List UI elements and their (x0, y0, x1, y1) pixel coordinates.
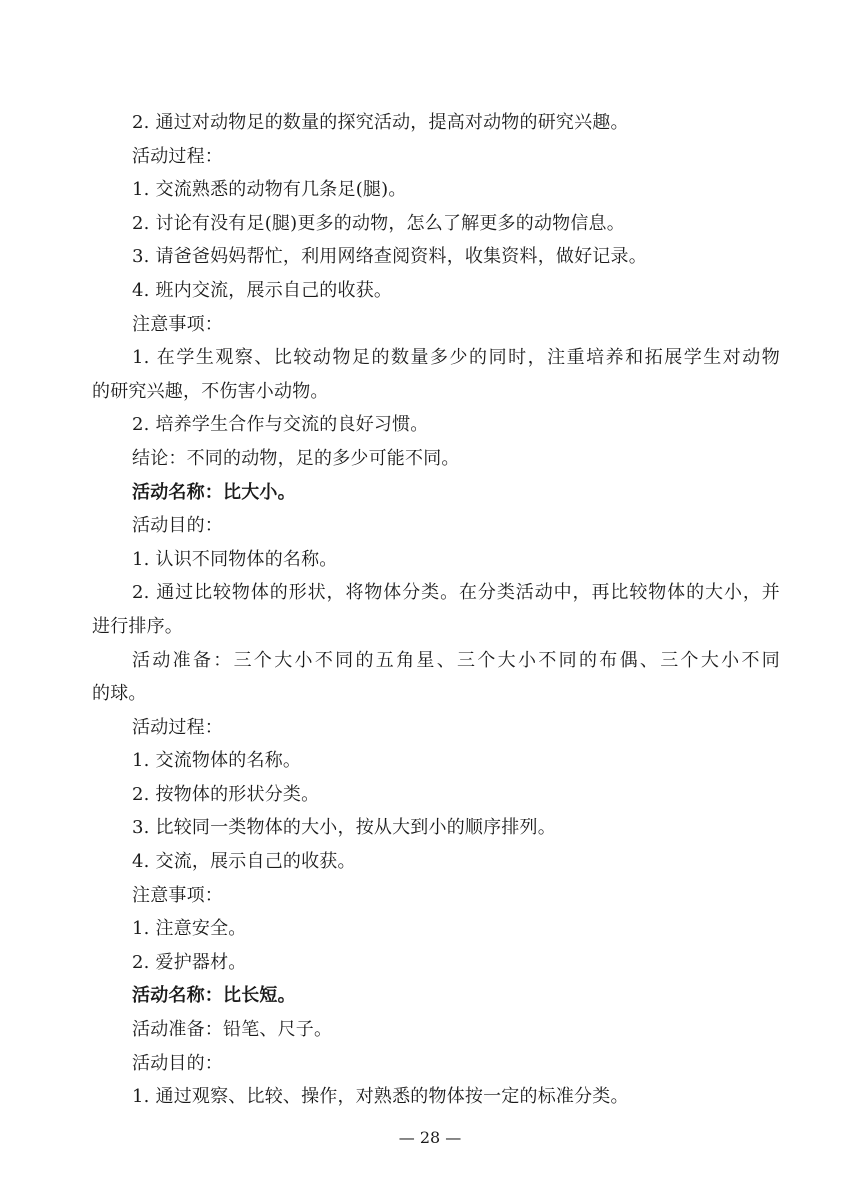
paragraph-line: 1. 认识不同物体的名称。 (132, 548, 338, 570)
section-heading: 注意事项： (132, 884, 223, 906)
paragraph-line: 1. 在学生观察、比较动物足的数量多少的同时，注重培养和拓展学生对动物 (132, 347, 780, 369)
paragraph-line: 2. 培养学生合作与交流的良好习惯。 (132, 414, 429, 436)
paragraph-line: 的研究兴趣，不伤害小动物。 (92, 380, 329, 402)
paragraph-line: 2. 爱护器材。 (132, 951, 247, 973)
paragraph-line: 2. 通过对动物足的数量的探究活动，提高对动物的研究兴趣。 (132, 112, 629, 133)
paragraph-line: 1. 交流物体的名称。 (132, 750, 302, 772)
page-body (92, 106, 780, 1114)
paragraph-line: 1. 通过观察、比较、操作，对熟悉的物体按一定的标准分类。 (132, 1086, 629, 1108)
conclusion-line: 结论：不同的动物，足的多少可能不同。 (132, 447, 460, 469)
paragraph-line: 2. 通过比较物体的形状，将物体分类。在分类活动中，再比较物体的大小，并 (132, 582, 780, 604)
paragraph-line: 3. 比较同一类物体的大小，按从大到小的顺序排列。 (132, 817, 556, 839)
paragraph-line: 活动准备：铅笔、尺子。 (132, 1019, 333, 1041)
paragraph-line: 2. 按物体的形状分类。 (132, 783, 320, 805)
paragraph-line: 2. 讨论有没有足(腿)更多的动物，怎么了解更多的动物信息。 (132, 212, 625, 234)
section-heading: 活动目的： (132, 515, 223, 537)
activity-title: 活动名称：比大小。 (132, 481, 296, 503)
paragraph-line: 活动准备：三个大小不同的五角星、三个大小不同的布偶、三个大小不同 (132, 649, 780, 671)
section-heading: 注意事项： (132, 313, 223, 335)
paragraph-line: 4. 班内交流，展示自己的收获。 (132, 279, 393, 301)
section-heading: 活动过程： (132, 716, 223, 738)
paragraph-line: 1. 交流熟悉的动物有几条足(腿)。 (132, 179, 407, 201)
paragraph-line: 进行排序。 (92, 615, 183, 637)
paragraph-line: 3. 请爸爸妈妈帮忙，利用网络查阅资料，收集资料，做好记录。 (132, 246, 647, 268)
paragraph-line: 的球。 (92, 683, 147, 705)
section-heading: 活动过程： (132, 145, 223, 167)
paragraph-line: 4. 交流，展示自己的收获。 (132, 851, 356, 873)
activity-title: 活动名称：比长短。 (132, 985, 296, 1007)
page-number: — 28 — (398, 1128, 462, 1147)
paragraph-line: 1. 注意安全。 (132, 918, 247, 940)
section-heading: 活动目的： (132, 1052, 223, 1074)
